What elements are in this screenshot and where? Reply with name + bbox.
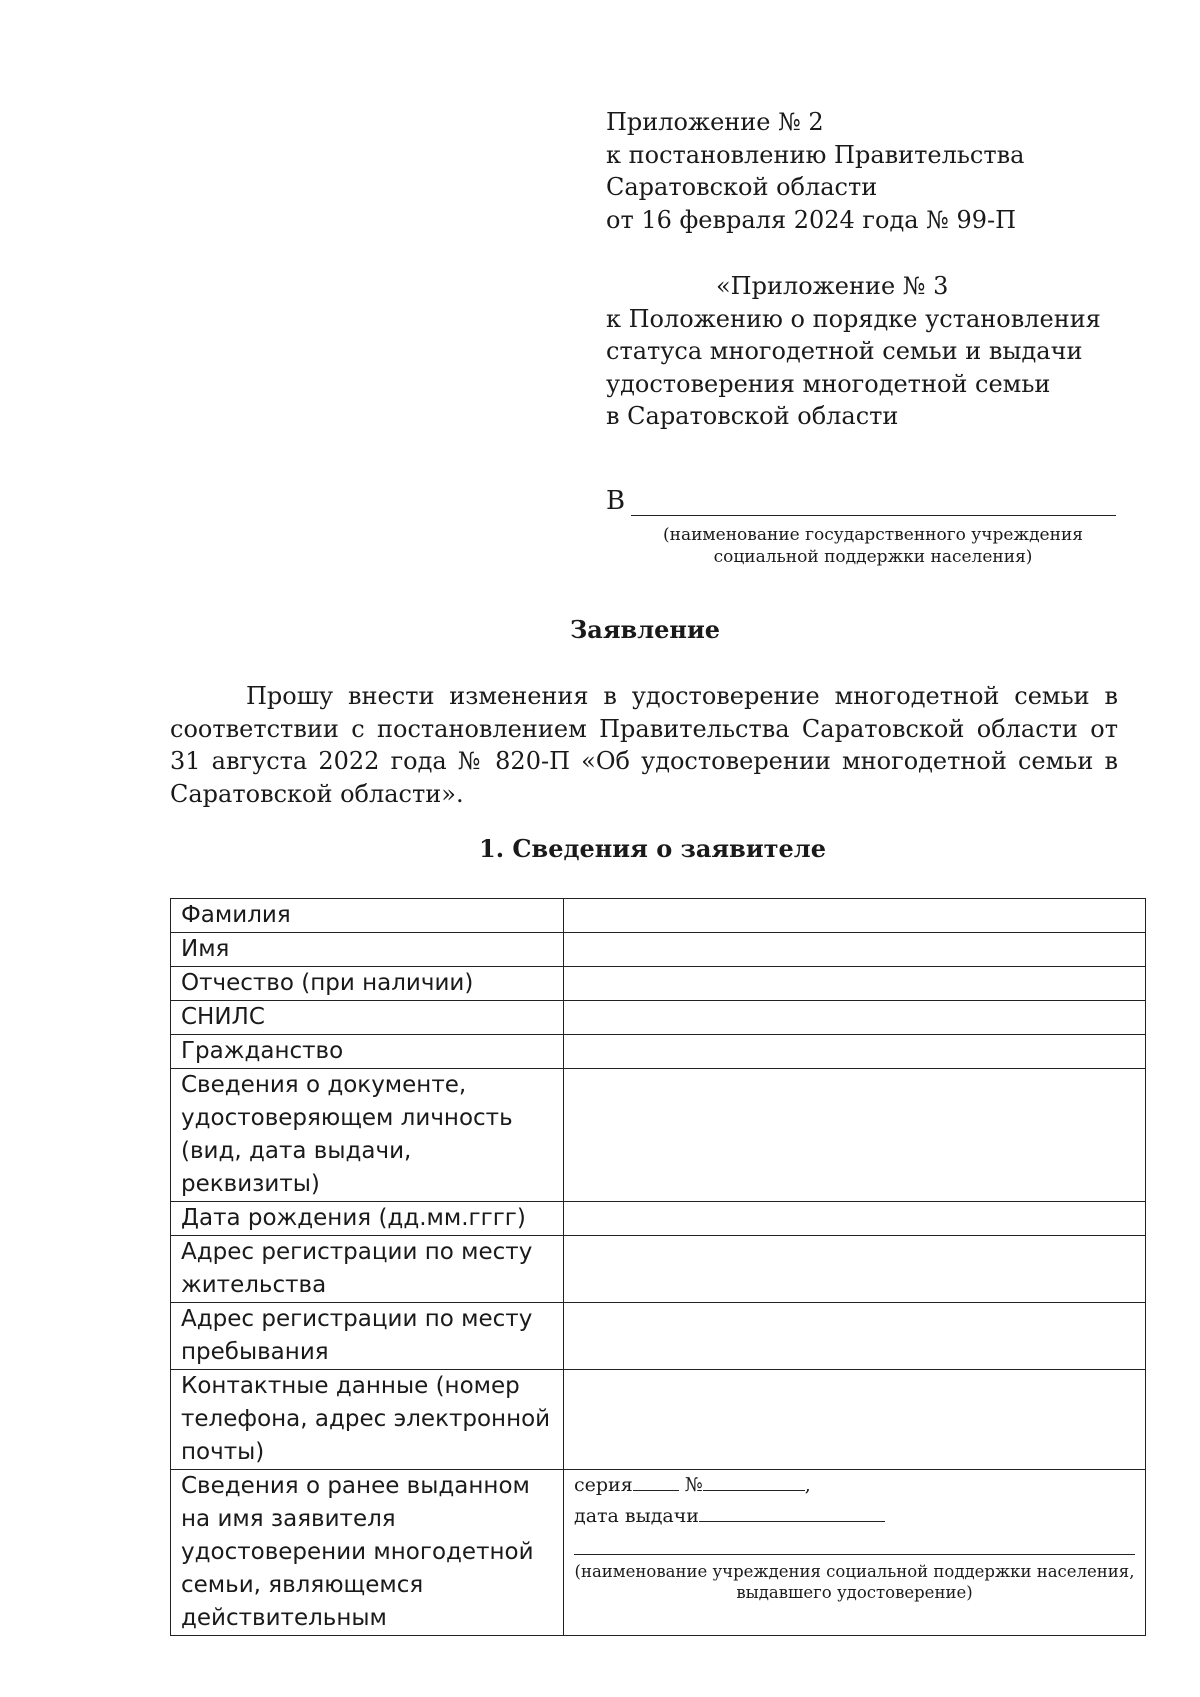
row-value-name[interactable] — [564, 933, 1146, 967]
addressee-caption-line: социальной поддержки населения) — [713, 547, 1033, 567]
row-label-surname: Фамилия — [171, 899, 564, 933]
row-value-snils[interactable] — [564, 1001, 1146, 1035]
appendix-2-line: Саратовской области — [606, 173, 878, 201]
table-row — [171, 967, 1146, 1001]
issue-date-label: дата выдачи — [574, 1505, 699, 1527]
series-label: серия — [574, 1474, 633, 1496]
row-label-identity-document: Сведения о документе, удостоверяющем личность (вид, дата выдачи, реквизиты) — [171, 1069, 564, 1202]
table-row — [171, 1236, 1146, 1303]
row-label-name: Имя — [171, 933, 564, 967]
appendix-3-line: «Приложение № 3 — [716, 272, 949, 300]
number-comma: , — [804, 1474, 811, 1496]
row-value-contacts[interactable] — [564, 1370, 1146, 1470]
request-paragraph: Прошу внести изменения в удостоверение многодетной семьи в соответствии с постановлением Правительства Саратовской области от 31 августа 2022 года № 820-П «Об удостоверении многодетной семьи в Саратовской области». — [170, 682, 1118, 808]
addressee-block — [606, 486, 1116, 568]
row-value-previous-certificate — [564, 1470, 1146, 1636]
row-value-identity-document[interactable] — [564, 1069, 1146, 1202]
appendix-3-line: статуса многодетной семьи и выдачи — [606, 337, 1083, 365]
table-row — [171, 1470, 1146, 1636]
appendix-3-line: к Положению о порядке установления — [606, 304, 1101, 333]
certificate-series-number-line — [574, 1470, 1135, 1501]
addressee-blank-line[interactable] — [631, 491, 1116, 516]
series-blank[interactable] — [633, 1474, 679, 1491]
row-label-snils: СНИЛС — [171, 1001, 564, 1035]
table-row — [171, 1069, 1146, 1202]
row-label-birth-date: Дата рождения (дд.мм.гггг) — [171, 1202, 564, 1236]
table-row — [171, 1001, 1146, 1035]
row-label-patronymic: Отчество (при наличии) — [171, 967, 564, 1001]
row-value-patronymic[interactable] — [564, 967, 1146, 1001]
section-title: 1. Сведения о заявителе — [479, 834, 826, 863]
issuing-institution-caption — [574, 1561, 1135, 1603]
table-row — [171, 899, 1146, 933]
table-row — [171, 1370, 1146, 1470]
appendix-2-header — [606, 106, 1024, 236]
row-label-previous-certificate: Сведения о ранее выданном на имя заявителя удостоверении многодетной семьи, являющемся действительным — [171, 1470, 564, 1636]
addressee-caption-line: (наименование государственного учреждения — [663, 525, 1083, 545]
addressee-prefix: В — [606, 486, 626, 516]
issue-date-blank[interactable] — [699, 1505, 885, 1522]
table-row — [171, 1035, 1146, 1069]
applicant-info-table — [170, 898, 1146, 1636]
appendix-3-line: в Саратовской области — [606, 402, 899, 430]
table-row — [171, 1303, 1146, 1370]
row-value-stay-address[interactable] — [564, 1303, 1146, 1370]
appendix-3-header — [606, 270, 1101, 433]
addressee-caption — [606, 524, 1116, 568]
appendix-2-line: Приложение № 2 — [606, 108, 824, 136]
certificate-issue-date-line — [574, 1501, 1135, 1532]
row-value-surname[interactable] — [564, 899, 1146, 933]
row-value-citizenship[interactable] — [564, 1035, 1146, 1069]
appendix-2-line: от 16 февраля 2024 года № 99-П — [606, 205, 1017, 234]
document-title: Заявление — [569, 615, 721, 644]
issuing-institution-blank[interactable] — [574, 1536, 1135, 1555]
row-value-birth-date[interactable] — [564, 1202, 1146, 1236]
row-value-residence-address[interactable] — [564, 1236, 1146, 1303]
row-label-contacts: Контактные данные (номер телефона, адрес электронной почты) — [171, 1370, 564, 1470]
appendix-2-line: к постановлению Правительства — [606, 140, 1025, 169]
row-label-stay-address: Адрес регистрации по месту пребывания — [171, 1303, 564, 1370]
table-row — [171, 1202, 1146, 1236]
issuing-institution-caption-line: выдавшего удостоверение) — [736, 1583, 973, 1602]
issuing-institution-caption-line: (наименование учреждения социальной поддержки населения, — [574, 1562, 1135, 1581]
appendix-3-line: удостоверения многодетной семьи — [606, 369, 1051, 398]
number-label: № — [684, 1474, 703, 1496]
number-blank[interactable] — [703, 1474, 805, 1491]
row-label-citizenship: Гражданство — [171, 1035, 564, 1069]
row-label-residence-address: Адрес регистрации по месту жительства — [171, 1236, 564, 1303]
table-row — [171, 933, 1146, 967]
